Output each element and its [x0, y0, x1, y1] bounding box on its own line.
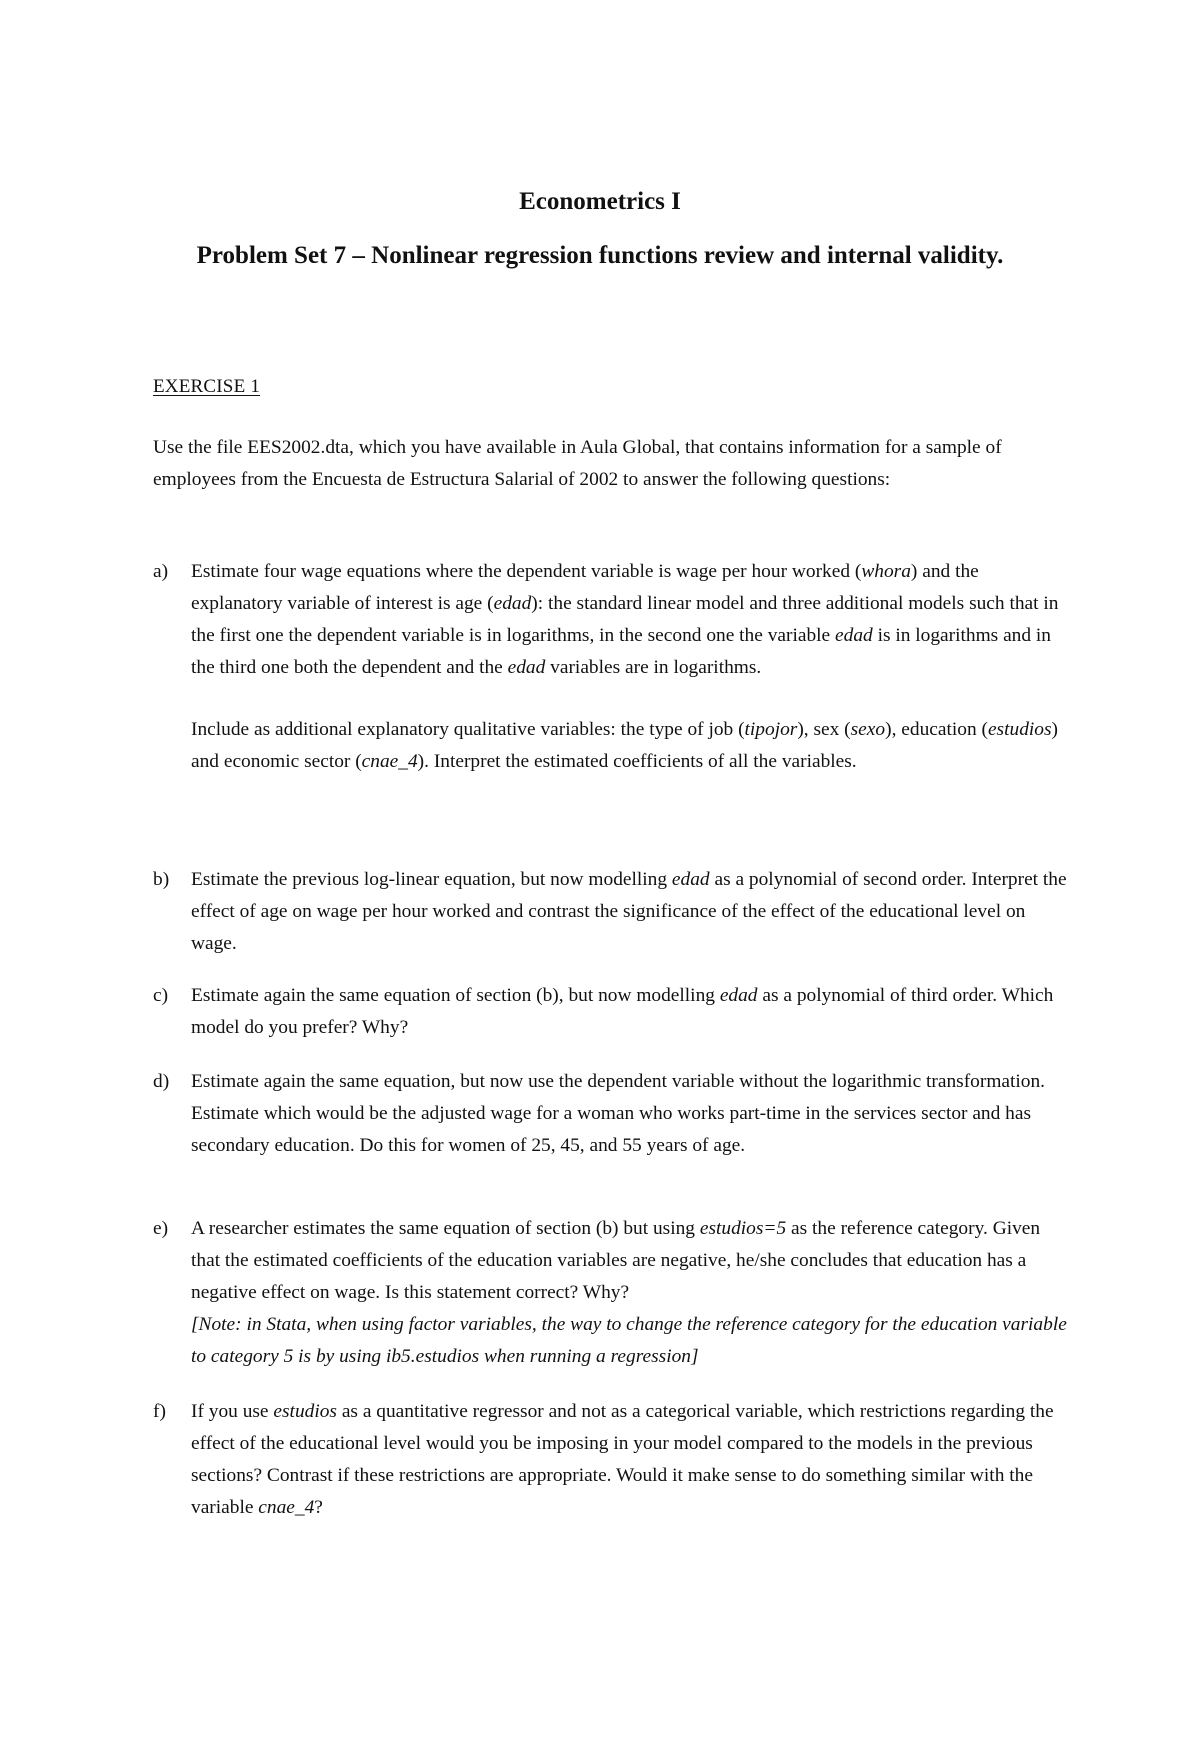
- variable-name: sexo: [850, 719, 886, 740]
- question-d: [153, 1066, 1068, 1162]
- text-run: ), sex (: [797, 719, 851, 740]
- text-run: variables are in logarithms.: [545, 657, 762, 678]
- text-run: as the reference category. Given that the estimated coefficients of the education variables are negative, he/she concludes that education has a negative effect on wage. Is this statement correct? Why?: [191, 1218, 1041, 1303]
- text-run: is in logarithms and in the third one both the dependent and the: [191, 625, 1051, 678]
- text-run: If you use: [191, 1401, 274, 1422]
- variable-name: estudios: [273, 1401, 337, 1422]
- text-run: ) and economic sector (: [191, 719, 1058, 772]
- document-title: Econometrics I: [519, 188, 681, 215]
- text-run: as a quantitative regressor and not as a categorical variable, which restrictions regarding the effect of the educational level would you be imposing in your model compared to the models in the previous sections? Contrast if these restrictions are appropriate. Would it make sense to do something similar with the variable: [191, 1401, 1054, 1518]
- question-e: [153, 1213, 1068, 1373]
- question-text: Estimate again the same equation, but now use the dependent variable without the logarithmic transformation. Estimate which would be the adjusted wage for a woman who works part-time in the services sector and has secondary education. Do this for women of 25, 45, and 55 years of age.: [191, 1071, 1046, 1156]
- document-subtitle: [0, 240, 1200, 272]
- question-label: d): [153, 1071, 170, 1092]
- text-run: Include as additional explanatory qualitative variables: the type of job (: [191, 719, 745, 740]
- question-text: [191, 556, 1068, 684]
- variable-name: tipojor: [744, 719, 798, 740]
- text-run: ?: [314, 1497, 323, 1518]
- question-text: [191, 1396, 1068, 1524]
- variable-name: edad: [835, 625, 873, 646]
- stata-note: [Note: in Stata, when using factor variables, the way to change the reference category for the education variable to category 5 is by using ib5.estudios when running a regression]: [191, 1314, 1067, 1367]
- text-run: as a polynomial of second order. Interpret the effect of age on wage per hour worked and contrast the significance of the effect of the educational level on wage.: [191, 869, 1067, 954]
- variable-name: cnae_4: [361, 751, 418, 772]
- question-text-continued: [191, 714, 1068, 778]
- question-label: b): [153, 869, 170, 890]
- text-run: A researcher estimates the same equation of section (b) but using: [191, 1218, 700, 1239]
- variable-name: cnae_4: [258, 1497, 315, 1518]
- text-run: Estimate the previous log-linear equation, but now modelling: [191, 869, 672, 890]
- variable-name: edad: [671, 869, 710, 890]
- text-run: ), education (: [885, 719, 988, 740]
- variable-name: estudios=5: [699, 1218, 787, 1239]
- text-run: Estimate four wage equations where the dependent variable is wage per hour worked (: [191, 561, 862, 582]
- question-f: [153, 1396, 1068, 1524]
- exercise-heading: EXERCISE 1: [153, 376, 261, 397]
- text-run: ) and the explanatory variable of interest is age (: [191, 561, 979, 614]
- text-run: Estimate again the same equation of section (b), but now modelling: [191, 985, 720, 1006]
- question-text: [191, 980, 1068, 1044]
- subtitle-text: Problem Set 7 – Nonlinear regression functions review and internal validity.: [196, 242, 1004, 269]
- question-text: [191, 1213, 1068, 1309]
- question-a: [153, 556, 1068, 778]
- question-c: [153, 980, 1068, 1044]
- question-text: [191, 864, 1068, 960]
- question-label: e): [153, 1218, 169, 1239]
- text-run: ). Interpret the estimated coefficients of all the variables.: [417, 751, 857, 772]
- question-label: f): [153, 1401, 166, 1422]
- variable-name: edad: [493, 593, 532, 614]
- variable-name: edad: [719, 985, 758, 1006]
- variable-name: edad: [507, 657, 546, 678]
- question-label: c): [153, 985, 169, 1006]
- text-run: ): the standard linear model and three additional models such that in the first one the dependent variable is in logarithms, in the second one the variable: [191, 593, 1059, 646]
- exercise-intro: Use the file EES2002.dta, which you have available in Aula Global, that contains information for a sample of employees from the Encuesta de Estructura Salarial of 2002 to answer the following questions:: [153, 437, 1002, 490]
- question-b: [153, 864, 1068, 960]
- text-run: as a polynomial of third order. Which model do you prefer? Why?: [191, 985, 1054, 1038]
- variable-name: whora: [861, 561, 911, 582]
- variable-name: estudios: [987, 719, 1052, 740]
- question-label: a): [153, 561, 169, 582]
